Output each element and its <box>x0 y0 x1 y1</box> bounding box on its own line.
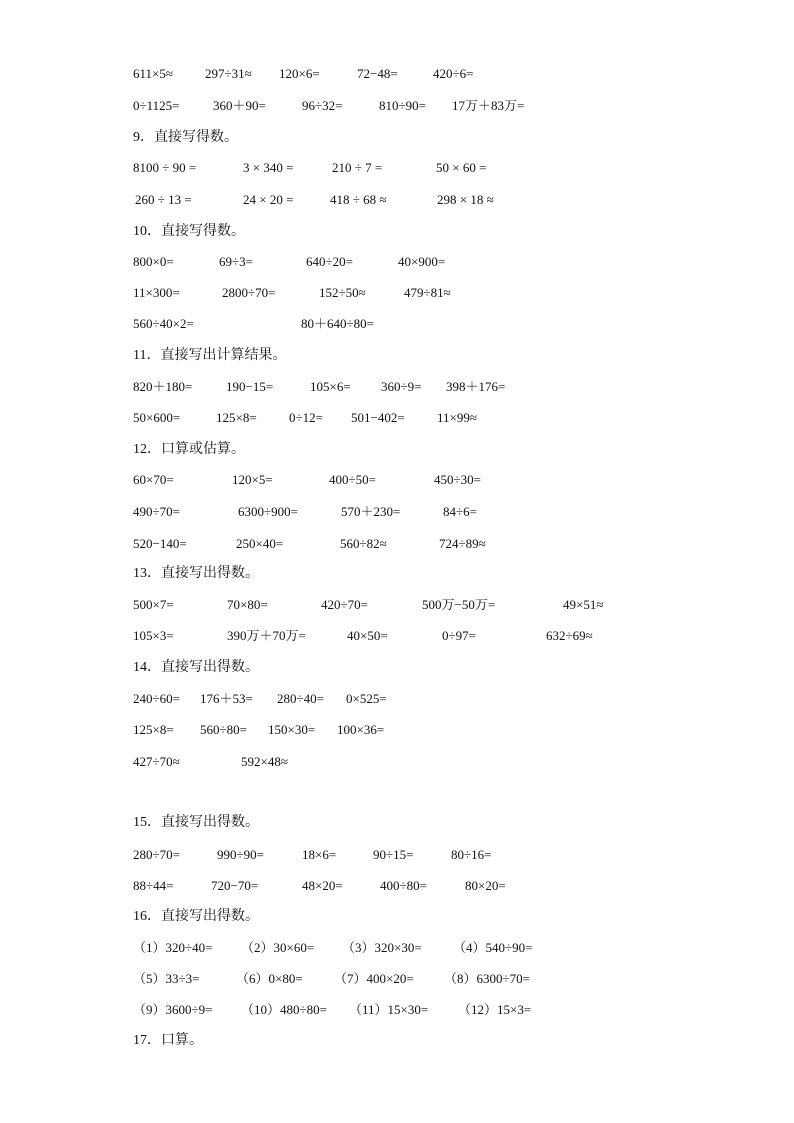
math-problem: 3 × 340 = <box>243 160 294 175</box>
math-problem: （1）320÷40= <box>133 940 213 955</box>
math-problem: 418 ÷ 68 ≈ <box>330 192 387 207</box>
math-problem: 990÷90= <box>217 847 264 862</box>
math-problem: 360÷9= <box>381 379 422 394</box>
math-problem: 427÷70≈ <box>133 754 180 769</box>
math-problem: （8）6300÷70= <box>444 971 530 986</box>
math-problem: 0÷97= <box>442 628 476 643</box>
math-problem: （11）15×30= <box>349 1002 429 1017</box>
math-problem: 720−70= <box>211 878 259 893</box>
problem-row <box>0 408 794 428</box>
math-problem: 100×36= <box>337 722 385 737</box>
math-problem: 400÷50= <box>329 472 376 487</box>
math-problem: 240÷60= <box>133 691 180 706</box>
math-problem: （2）30×60= <box>241 940 315 955</box>
math-problem: 24 × 20 = <box>243 192 294 207</box>
math-problem: 490÷70= <box>133 504 180 519</box>
problem-row <box>0 1000 794 1020</box>
math-problem: 820＋180= <box>133 379 193 394</box>
math-problem: 48×20= <box>302 878 343 893</box>
math-problem: 50×600= <box>133 410 181 425</box>
math-problem: 0÷1125= <box>133 98 180 113</box>
section-heading: 16．直接写出得数。 <box>133 909 259 924</box>
math-problem: 2800÷70= <box>222 285 276 300</box>
section-heading: 14．直接写出得数。 <box>133 660 259 675</box>
math-problem: （7）400×20= <box>334 971 414 986</box>
math-problem: 105×6= <box>310 379 351 394</box>
math-problem: 120×5= <box>232 472 273 487</box>
math-problem: 88÷44= <box>133 878 174 893</box>
problem-row <box>0 158 794 178</box>
problem-row <box>0 190 794 210</box>
math-problem: （4）540÷90= <box>453 940 533 955</box>
problem-row <box>0 845 794 865</box>
math-problem: 500万−50万= <box>422 597 496 612</box>
math-problem: 640÷20= <box>306 254 353 269</box>
problem-row <box>0 626 794 646</box>
math-problem: 40×900= <box>398 254 446 269</box>
math-problem: 70×80= <box>227 597 268 612</box>
math-problem: （5）33÷3= <box>133 971 200 986</box>
math-problem: 17万＋83万= <box>452 98 525 113</box>
problem-row <box>0 752 794 772</box>
problem-row <box>0 64 794 84</box>
math-problem: 105×3= <box>133 628 174 643</box>
math-problem: 6300÷900= <box>238 504 298 519</box>
problem-row <box>0 96 794 116</box>
problem-row <box>0 252 794 272</box>
math-problem: 297÷31≈ <box>205 66 252 81</box>
math-problem: 40×50= <box>347 628 388 643</box>
math-problem: 520−140= <box>133 536 187 551</box>
math-problem: （3）320×30= <box>342 940 422 955</box>
math-problem: （10）480÷80= <box>241 1002 327 1017</box>
math-problem: （9）3600÷9= <box>133 1002 213 1017</box>
problem-row <box>0 377 794 397</box>
math-problem: 80÷16= <box>451 847 492 862</box>
problem-row <box>0 689 794 709</box>
math-problem: 90÷15= <box>373 847 414 862</box>
math-problem: 420÷70= <box>321 597 368 612</box>
math-problem: 0÷12= <box>289 410 323 425</box>
math-problem: 611×5≈ <box>133 66 173 81</box>
section-heading: 17．口算。 <box>133 1033 203 1048</box>
problem-row <box>0 720 794 740</box>
math-problem: 450÷30= <box>434 472 481 487</box>
math-problem: 800×0= <box>133 254 174 269</box>
math-problem: 11×300= <box>133 285 180 300</box>
math-problem: 560÷40×2= <box>133 316 194 331</box>
math-problem: 400÷80= <box>380 878 427 893</box>
problem-row <box>0 876 794 896</box>
math-problem: 125×8= <box>133 722 174 737</box>
math-problem: 479÷81≈ <box>404 285 451 300</box>
math-problem: 210 ÷ 7 = <box>332 160 383 175</box>
section-heading: 13．直接写出得数。 <box>133 566 259 581</box>
math-problem: 390万＋70万= <box>227 628 306 643</box>
math-problem: 250×40= <box>236 536 284 551</box>
math-problem: 152÷50≈ <box>319 285 366 300</box>
math-problem: 560÷82≈ <box>340 536 387 551</box>
problem-row <box>0 969 794 989</box>
math-problem: 50 × 60 = <box>436 160 487 175</box>
math-problem: 810÷90= <box>379 98 426 113</box>
math-problem: 724÷89≈ <box>439 536 486 551</box>
problem-row <box>0 314 794 334</box>
math-problem: 120×6= <box>279 66 320 81</box>
section-heading: 9．直接写得数。 <box>133 130 238 145</box>
math-problem: 398＋176= <box>446 379 506 394</box>
math-problem: 501−402= <box>351 410 405 425</box>
math-problem: 96÷32= <box>302 98 343 113</box>
math-problem: 500×7= <box>133 597 174 612</box>
problem-row <box>0 283 794 303</box>
math-problem: 260 ÷ 13 = <box>135 192 192 207</box>
math-problem: 592×48≈ <box>241 754 288 769</box>
math-problem: 125×8= <box>216 410 257 425</box>
problem-row <box>0 502 794 522</box>
math-problem: 72−48= <box>357 66 398 81</box>
math-problem: 60×70= <box>133 472 174 487</box>
math-problem: 560÷80= <box>200 722 247 737</box>
math-problem: 18×6= <box>302 847 337 862</box>
math-problem: 150×30= <box>268 722 316 737</box>
math-problem: 49×51≈ <box>563 597 604 612</box>
problem-row <box>0 470 794 490</box>
math-problem: 69÷3= <box>219 254 253 269</box>
math-problem: 570＋230= <box>341 504 401 519</box>
math-problem: 80×20= <box>465 878 506 893</box>
math-problem: 0×525= <box>346 691 387 706</box>
section-heading: 10．直接写得数。 <box>133 224 245 239</box>
math-problem: 190−15= <box>226 379 274 394</box>
problem-row <box>0 938 794 958</box>
section-heading: 15．直接写出得数。 <box>133 815 259 830</box>
section-heading: 11．直接写出计算结果。 <box>133 348 287 363</box>
math-problem: 84÷6= <box>443 504 477 519</box>
math-problem: 176＋53= <box>200 691 253 706</box>
math-problem: （6）0×80= <box>236 971 303 986</box>
problem-row <box>0 534 794 554</box>
math-problem: 632÷69≈ <box>546 628 593 643</box>
math-problem: 360＋90= <box>213 98 266 113</box>
math-problem: 8100 ÷ 90 = <box>133 160 197 175</box>
math-problem: 80＋640÷80= <box>301 316 374 331</box>
math-problem: 280÷40= <box>277 691 324 706</box>
math-problem: 420÷6= <box>433 66 474 81</box>
math-problem: （12）15×3= <box>458 1002 532 1017</box>
section-heading: 12．口算或估算。 <box>133 442 245 457</box>
math-problem: 280÷70= <box>133 847 180 862</box>
problem-row <box>0 595 794 615</box>
math-problem: 298 × 18 ≈ <box>437 192 494 207</box>
math-problem: 11×99≈ <box>437 410 477 425</box>
